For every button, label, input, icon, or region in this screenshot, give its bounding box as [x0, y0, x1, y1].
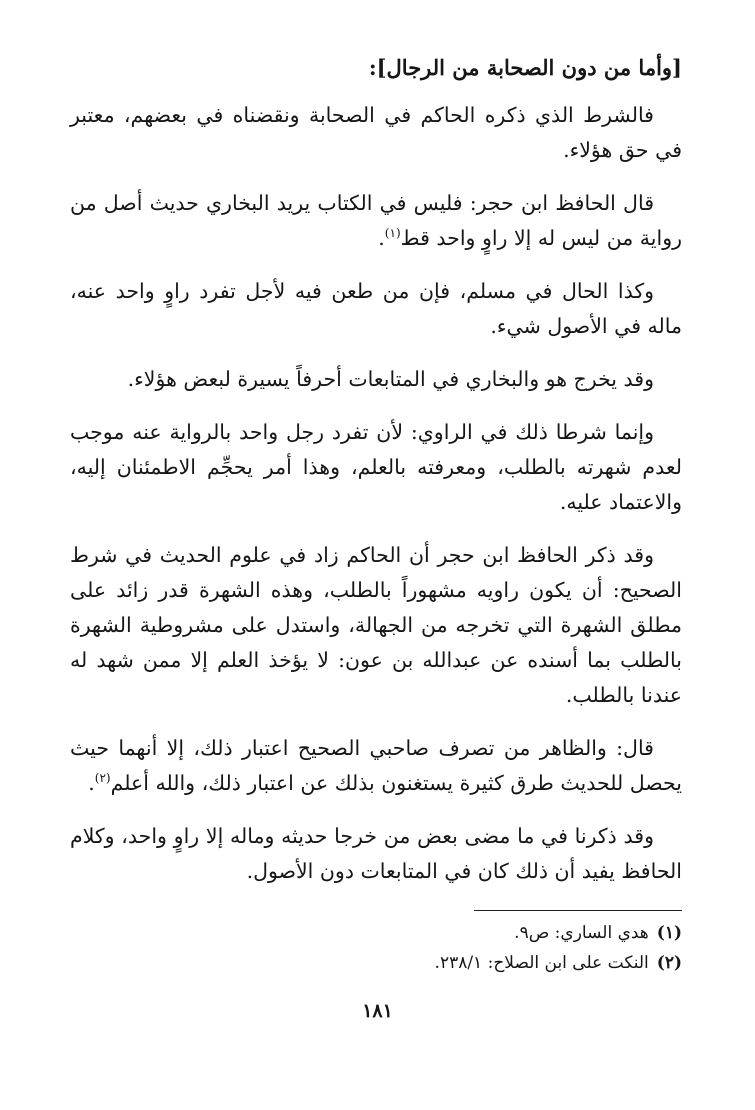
paragraph-2: قال الحافظ ابن حجر: فليس في الكتاب يريد البخاري حديث أصل من رواية من ليس له إلا راوٍ واحد قط$^{(١)}$.: [70, 191, 682, 250]
paragraph-1: فالشرط الذي ذكره الحاكم في الصحابة ونقضناه في بعضهم، معتبر في حق هؤلاء.: [70, 103, 682, 162]
paragraph-8: وقد ذكرنا في ما مضى بعض من خرجا حديثه وماله إلا راوٍ واحد، وكلام الحافظ يفيد أن ذلك كان في المتابعات دون الأصول.: [70, 824, 682, 883]
page-body: [70, 50, 682, 907]
paragraph-3: وكذا الحال في مسلم، فإن من طعن فيه لأجل تفرد راوٍ واحد عنه، ماله في الأصول شيء.: [70, 279, 682, 338]
footnote-text: هدي الساري: ص٩.: [514, 923, 649, 943]
footnotes: [122, 918, 682, 978]
paragraph-5: وإنما شرطا ذلك في الراوي: لأن تفرد رجل واحد بالرواية عنه موجب لعدم شهرته بالطلب، ومعرفته بالعلم، وهذا أمر يحجِّم الاطمئنان إليه، والاعتماد عليه.: [70, 420, 682, 514]
paragraph-6: وقد ذكر الحافظ ابن حجر أن الحاكم زاد في علوم الحديث في شرط الصحيح: أن يكون راويه مشهوراً بالطلب، وهذه الشهرة قدر زائد على مطلق الشهرة التي تخرجه من الجهالة، واستدل على مشروطية الشهرة بالطلب بما أسنده عن عبدالله بن عون: لا يؤخذ العلم إلا ممن شهد له عندنا بالطلب.: [70, 543, 682, 707]
page-number: ١٨١: [362, 1000, 393, 1022]
footnote-2: [122, 948, 682, 978]
footnote-text: النكت على ابن الصلاح: ٢٣٨/١.: [434, 953, 649, 973]
section-heading: [وأما من دون الصحابة من الرجال]:: [368, 55, 682, 80]
footnote-number: (٢): [656, 953, 682, 973]
footnote-divider: [474, 910, 682, 911]
paragraph-7: قال: والظاهر من تصرف صاحبي الصحيح اعتبار ذلك، إلا أنهما حيث يحصل للحديث طرق كثيرة يستغنون بذلك عن اعتبار ذلك، والله أعلم$^{(٢)}$.: [70, 736, 682, 795]
paragraph-4: وقد يخرج هو والبخاري في المتابعات أحرفاً يسيرة لبعض هؤلاء.: [127, 367, 654, 391]
footnote-ref-1[interactable]: (١): [384, 226, 401, 241]
footnote-number: (١): [656, 923, 682, 943]
footnote-1: [122, 918, 682, 948]
footnote-ref-2[interactable]: (٢): [94, 771, 111, 786]
